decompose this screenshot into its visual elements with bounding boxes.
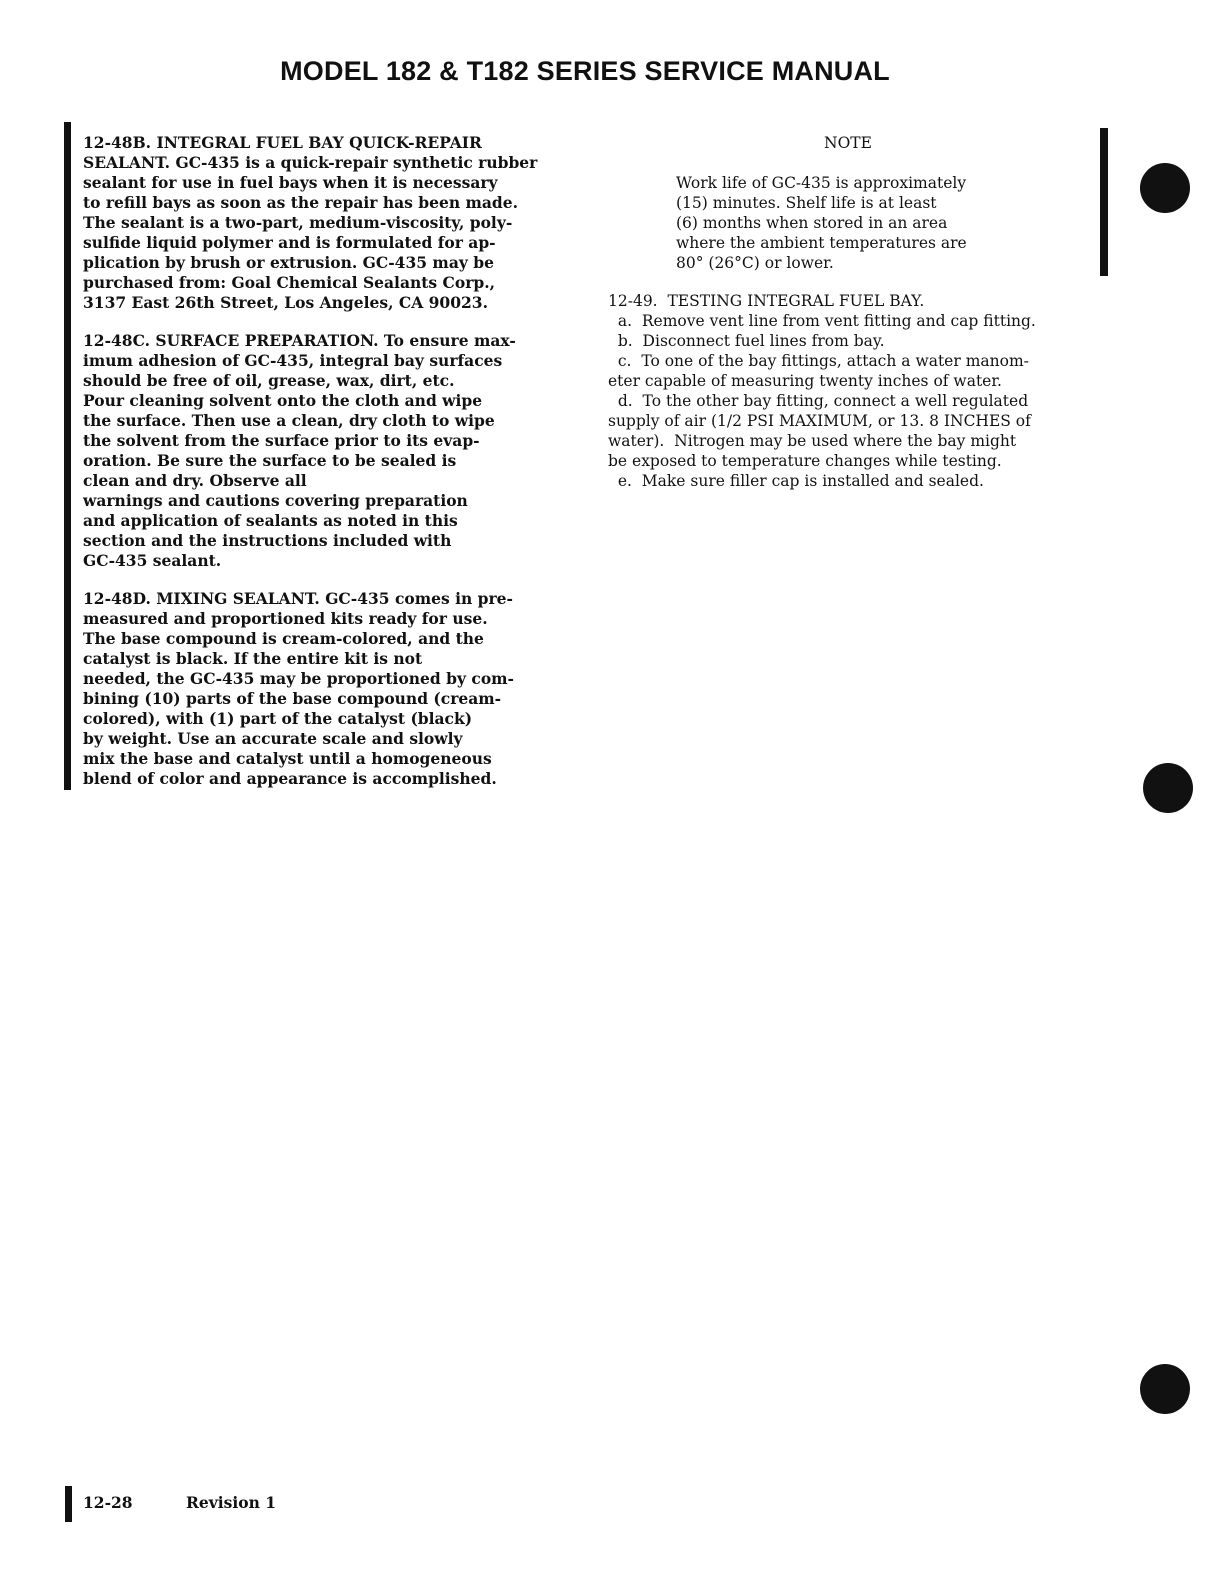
text-line: GC-435 sealant. bbox=[83, 551, 222, 570]
page-title: MODEL 182 & T182 SERIES SERVICE MANUAL bbox=[280, 56, 890, 86]
left-column bbox=[83, 133, 573, 789]
text-line: where the ambient temperatures are bbox=[676, 234, 967, 252]
text-line: catalyst is black. If the entire kit is not bbox=[83, 649, 423, 668]
text-line: 80° (26°C) or lower. bbox=[676, 254, 834, 272]
text-line: oration. Be sure the surface to be sealed is bbox=[83, 451, 457, 470]
text-line: the solvent from the surface prior to its evap- bbox=[83, 431, 480, 450]
text-line: d. To the other bay fitting, connect a well regulated bbox=[608, 392, 1029, 410]
text-line: purchased from: Goal Chemical Sealants Corp., bbox=[83, 273, 496, 292]
note-heading: NOTE bbox=[824, 134, 872, 152]
text-line: eter capable of measuring twenty inches of water. bbox=[608, 372, 1002, 390]
text-line: b. Disconnect fuel lines from bay. bbox=[608, 332, 885, 350]
section-12-49 bbox=[608, 291, 1128, 491]
right-column bbox=[608, 133, 1128, 491]
text-line: SEALANT. GC-435 is a quick-repair synthetic rubber bbox=[83, 153, 538, 172]
text-line: 12-48C. SURFACE PREPARATION. To ensure max- bbox=[83, 331, 516, 350]
text-line: a. Remove vent line from vent fitting and cap fitting. bbox=[608, 312, 1036, 330]
section-12-48d bbox=[83, 589, 573, 789]
text-line: e. Make sure filler cap is installed and sealed. bbox=[608, 472, 984, 490]
text-line: mix the base and catalyst until a homogeneous bbox=[83, 749, 492, 768]
text-line: should be free of oil, grease, wax, dirt, etc. bbox=[83, 371, 455, 390]
binder-hole-bottom bbox=[1140, 1364, 1190, 1414]
revision-label: Revision 1 bbox=[186, 1493, 277, 1512]
text-line: Work life of GC-435 is approximately bbox=[676, 174, 967, 192]
text-line: measured and proportioned kits ready for use. bbox=[83, 609, 488, 628]
text-line: c. To one of the bay fittings, attach a water manom- bbox=[608, 352, 1029, 370]
text-line: sulfide liquid polymer and is formulated for ap- bbox=[83, 233, 496, 252]
text-line: (15) minutes. Shelf life is at least bbox=[676, 194, 937, 212]
text-line: imum adhesion of GC-435, integral bay surfaces bbox=[83, 351, 503, 370]
section-heading: 12-49. TESTING INTEGRAL FUEL BAY. bbox=[608, 292, 925, 310]
text-line: 12-48B. INTEGRAL FUEL BAY QUICK-REPAIR bbox=[83, 133, 482, 152]
section-12-48b bbox=[83, 133, 573, 313]
text-line: (6) months when stored in an area bbox=[676, 214, 948, 232]
page-number: 12-28 bbox=[83, 1493, 133, 1512]
text-line: clean and dry. Observe all bbox=[83, 471, 307, 490]
binder-hole-top bbox=[1140, 163, 1190, 213]
text-line: by weight. Use an accurate scale and slowly bbox=[83, 729, 463, 748]
text-line: supply of air (1/2 PSI MAXIMUM, or 13. 8 INCHES of bbox=[608, 412, 1031, 430]
section-12-48c bbox=[83, 331, 573, 571]
text-line: to refill bays as soon as the repair has been made. bbox=[83, 193, 519, 212]
text-line: water). Nitrogen may be used where the bay might bbox=[608, 432, 1017, 450]
note-body bbox=[676, 173, 1128, 273]
text-line: bining (10) parts of the base compound (cream- bbox=[83, 689, 502, 708]
text-line: The base compound is cream-colored, and the bbox=[83, 629, 484, 648]
text-line: 12-48D. MIXING SEALANT. GC-435 comes in pre- bbox=[83, 589, 513, 608]
text-line: sealant for use in fuel bays when it is necessary bbox=[83, 173, 498, 192]
text-line: the surface. Then use a clean, dry cloth to wipe bbox=[83, 411, 495, 430]
text-line: blend of color and appearance is accomplished. bbox=[83, 769, 497, 788]
text-line: section and the instructions included with bbox=[83, 531, 452, 550]
change-bar-footer bbox=[65, 1486, 72, 1522]
text-line: The sealant is a two-part, medium-viscosity, poly- bbox=[83, 213, 513, 232]
text-line: be exposed to temperature changes while testing. bbox=[608, 452, 1002, 470]
text-line: colored), with (1) part of the catalyst (black) bbox=[83, 709, 473, 728]
text-line: needed, the GC-435 may be proportioned by com- bbox=[83, 669, 514, 688]
text-line: and application of sealants as noted in this bbox=[83, 511, 458, 530]
text-line: 3137 East 26th Street, Los Angeles, CA 90023. bbox=[83, 293, 488, 312]
change-bar-left bbox=[64, 122, 71, 790]
text-line: Pour cleaning solvent onto the cloth and wipe bbox=[83, 391, 483, 410]
binder-hole-middle bbox=[1143, 763, 1193, 813]
text-line: plication by brush or extrusion. GC-435 may be bbox=[83, 253, 494, 272]
text-line: warnings and cautions covering preparation bbox=[83, 491, 468, 510]
